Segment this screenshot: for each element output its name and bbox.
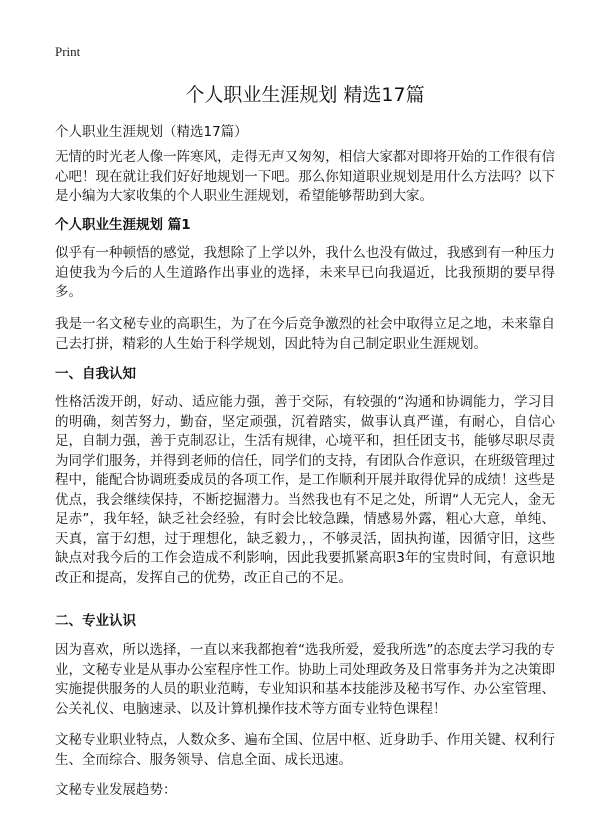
major-understanding-heading: 二、专业认识 — [55, 613, 136, 629]
development-trend-label: 文秘专业发展趋势： — [55, 782, 177, 798]
self-awareness-paragraph: 性格活泼开朗，好动、适应能力强，善于交际，有较强的“沟通和协调能力，学习目的明确，刻苦努力，勤奋，坚定顽强，沉着踏实，做事认真严谨，有耐心，自信心足，自制力强，善于克制忍让，生活有规律，心境平和，担任团支书，能够尽职尽责为同学们服务，并得到老师的信任，同学们的支持，有团队合作意识，在班级管理过程中，能配合协调班委成员的各项工作，是工作顺利开展并取得优异的成绩！这些是优点，我会继续保持，不断挖掘潜力。当然我也有不足之处，所谓“人无完人，金无足赤”，我年轻，缺乏社会经验，有时会比较急躁，情感易外露，粗心大意，单纯、天真，富于幻想，过于理想化，缺乏毅力，，不够灵活，固执拘谨，因循守旧，这些缺点对我今后的工作会造成不利影响，因此我要抓紧高职3年的宝贵时间，有意识地改正和提高，发挥自己的优势，改正自己的不足。 — [55, 394, 555, 586]
major-paragraph-1: 因为喜欢，所以选择，一直以来我都抱着“选我所爱，爱我所选”的态度去学习我的专业，文秘专业是从事办公室程序性工作。协助上司处理政务及日常事务并为之决策即实施提供服务的人员的职业范畴，专业知识和基本技能涉及秘书写作、办公室管理、公关礼仪、电脑速录、以及计算机操作技术等方面专业特色课程！ — [55, 642, 555, 717]
section1-paragraph-1: 似乎有一种顿悟的感觉，我想除了上学以外，我什么也没有做过，我感到有一种压力迫使我为今后的人生道路作出事业的选择，未来早已向我逼近，比我预期的要早得多。 — [55, 245, 555, 300]
major-paragraph-2: 文秘专业职业特点，人数众多、遍布全国、位居中枢、近身助手、作用关键、权利行生、全而综合、服务领导、信息全面、成长迅速。 — [55, 732, 555, 768]
section1-paragraph-2: 我是一名文秘专业的高职生，为了在今后竞争激烈的社会中取得立足之地，未来靠自己去打拼，精彩的人生始于科学规划，因此特为自己制定职业生涯规划。 — [55, 316, 555, 352]
intro-paragraph: 无情的时光老人像一阵寒风，走得无声又匆匆，相信大家都对即将开始的工作很有信心吧！现在就让我们好好地规划一下吧。那么你知道职业规划是用什么方法吗？以下是小编为大家收集的个人职业生涯规划，希望能够帮助到大家。 — [55, 149, 555, 204]
self-awareness-heading: 一、自我认知 — [55, 366, 136, 382]
print-link[interactable]: Print — [55, 44, 81, 59]
document-title: 个人职业生涯规划 精选17篇 — [185, 84, 425, 106]
document-subtitle: 个人职业生涯规划（精选17篇） — [55, 124, 248, 140]
section-heading-1: 个人职业生涯规划 篇1 — [55, 217, 191, 233]
